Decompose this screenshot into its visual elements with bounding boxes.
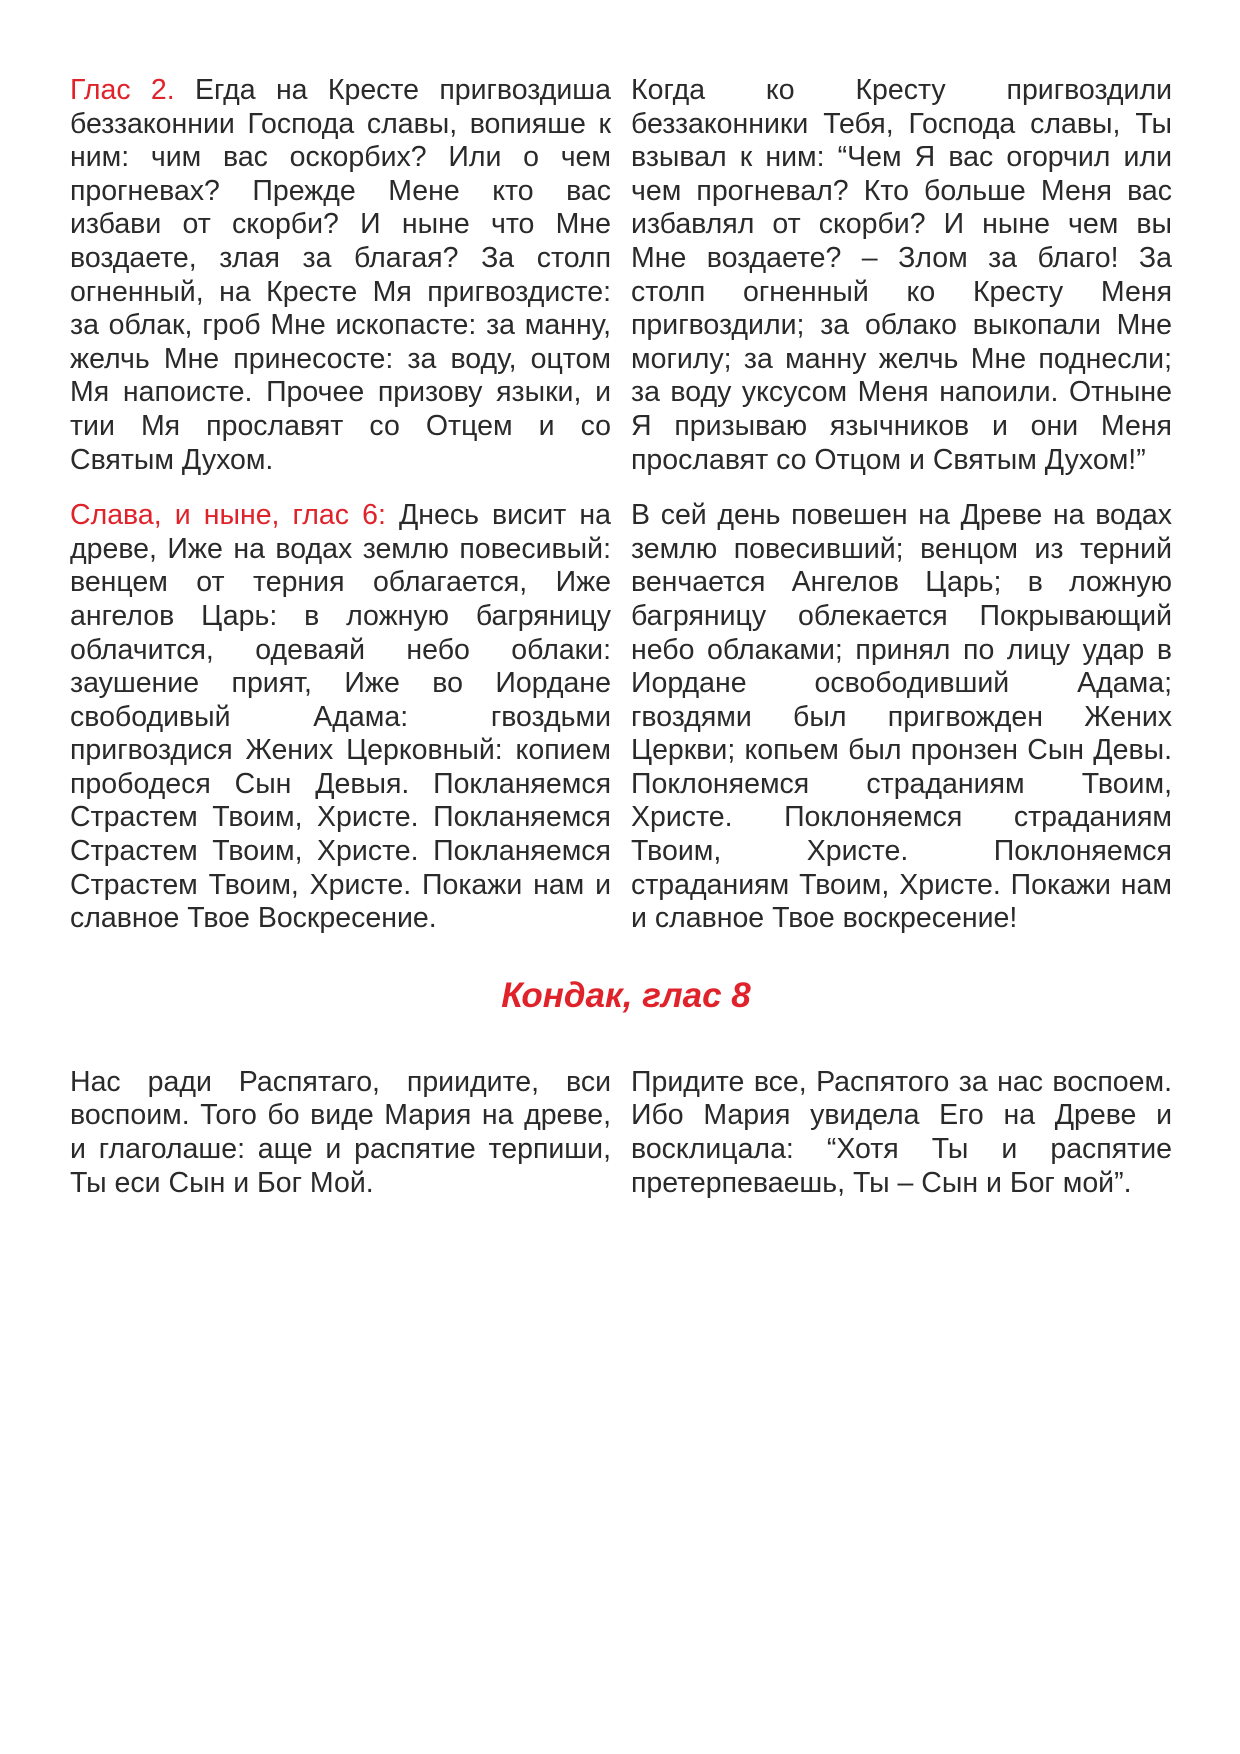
- church-slavonic-body: Днесь висит на древе, Иже на водах землю повесивый: венцем от терния облагается, Иже ангелов Царь: в ложную багряницу облачится, одеваяй небо облаки: заушение прият, Иже во Иордане свободивый Адама: гвоздьми пригвоздися Жених Церковный: копием прободеся Сын Девыя. Покланяемся Страстем Твоим, Христе. Покланяемся Страстем Твоим, Христе. Покланяемся Страстем Твоим, Христе. Покажи нам и славное Твое Воскресение.: [70, 499, 611, 935]
- russian-translation-text: В сей день повешен на Древе на водах землю повесивший; венцом из терний венчается Ангелов Царь; в ложную багряницу облекается Покрывающий небо облаками; принял по лицу удар в Иордане освободивший Адама; гвоздями был пригвожден Жених Церкви; копьем был пронзен Сын Девы. Поклоняемся страданиям Твоим, Христе. Поклоняемся страданиям Твоим, Христе. Поклоняемся страданиям Твоим, Христе. Покажи нам и славное Твое воскресение!: [631, 499, 1172, 935]
- church-slavonic-body: Егда на Кресте пригвоздиша беззаконнии Господа славы, вопияше к ним: чим вас оскорбих? Или о чем прогневах? Прежде Мене кто вас избави от скорби? И ныне что Мне воздаете, злая за благая? За столп огненный, на Кресте Мя пригвоздисте: за облак, гроб Мне ископасте: за манну, желчь Мне принесосте: за воду, оцтом Мя напоисте. Прочее призову языки, и тии Мя прославят со Отцем и со Святым Духом.: [70, 74, 611, 476]
- glory-now-glas-6-row: [70, 499, 1172, 936]
- document-page: [70, 74, 1172, 1200]
- section-heading-kontakion: Кондак, глас 8: [501, 975, 751, 1015]
- church-slavonic-text: Нас ради Распятаго, приидите, вси воспоим. Того бо виде Мария на древе, и глаголаше: аще и распятие терпиши, Ты еси Сын и Бог Мой.: [70, 1065, 611, 1199]
- tone-label: Глас 2.: [70, 74, 175, 106]
- church-slavonic-text: [70, 74, 611, 477]
- stichera-glas-2-row: [70, 74, 1172, 477]
- church-slavonic-text: [70, 499, 611, 936]
- kontakion-row: [70, 1066, 1172, 1200]
- russian-translation-text: Придите все, Распятого за нас воспоем. Ибо Мария увидела Его на Древе и восклицала: “Хотя Ты и распятие претерпеваешь, Ты – Сын и Бог мой”.: [631, 1065, 1172, 1199]
- tone-label: Слава, и ныне, глас 6:: [70, 499, 386, 532]
- russian-translation-text: Когда ко Кресту пригвоздили беззаконники Тебя, Господа славы, Ты взывал к ним: “Чем Я вас огорчил или чем прогневал? Кто больше Меня вас избавлял от скорби? И ныне чем вы Мне воздаете? – Злом за благо! За столп огненный ко Кресту Меня пригвоздили; за облако выкопали Мне могилу; за манну желчь Мне поднесли; за воду уксусом Меня напоили. Отныне Я призываю язычников и они Меня прославят со Отцом и Святым Духом!”: [631, 74, 1172, 476]
